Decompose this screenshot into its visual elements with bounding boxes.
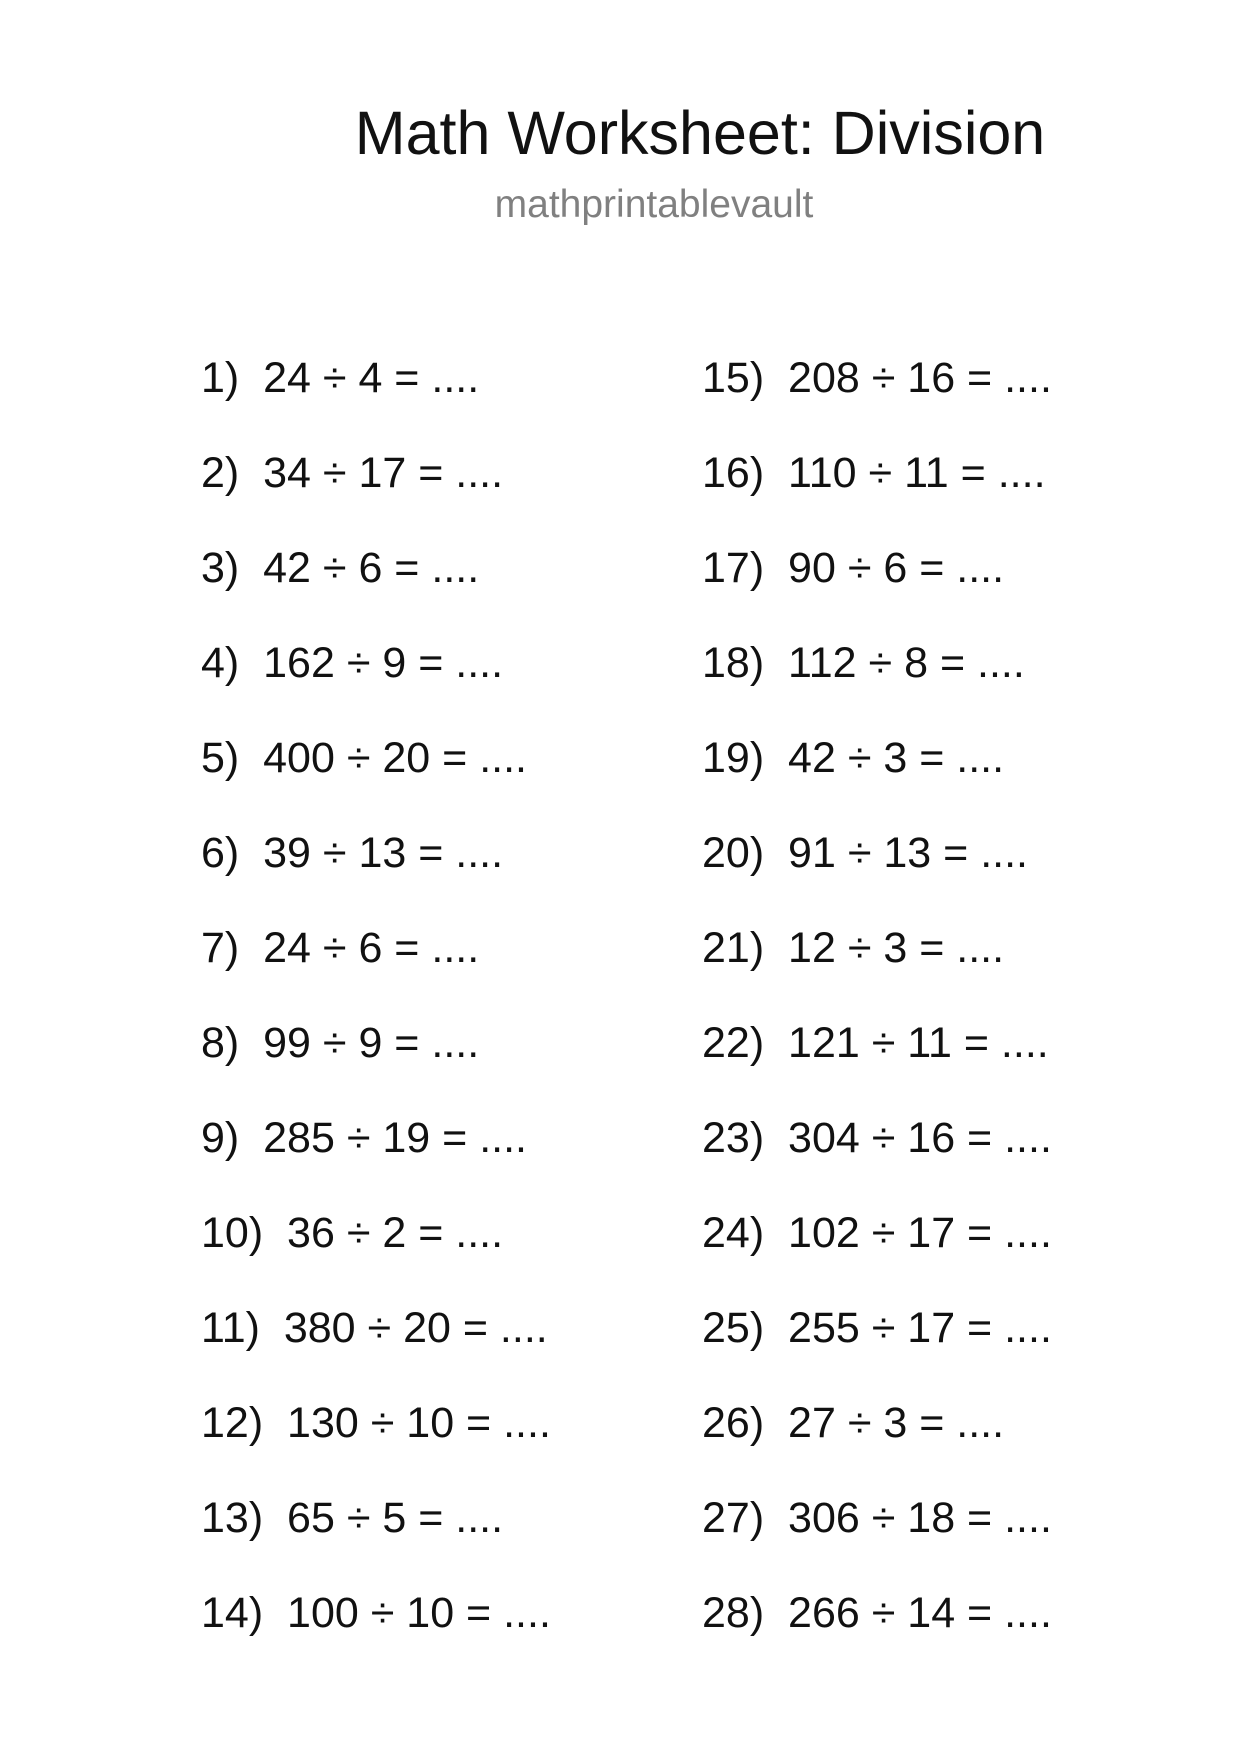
problem-item: 26) 27 ÷ 3 = .... (702, 1399, 1005, 1447)
problem-item: 16) 110 ÷ 11 = .... (702, 449, 1046, 497)
problem-item: 7) 24 ÷ 6 = .... (201, 924, 480, 972)
problem-item: 25) 255 ÷ 17 = .... (702, 1304, 1052, 1352)
problem-item: 10) 36 ÷ 2 = .... (201, 1209, 504, 1257)
problem-column-left (201, 348, 551, 1678)
problem-item: 8) 99 ÷ 9 = .... (201, 1019, 480, 1067)
worksheet-source-text: mathprintablevault (494, 183, 814, 226)
problem-item: 14) 100 ÷ 10 = .... (201, 1589, 551, 1637)
problem-item: 21) 12 ÷ 3 = .... (702, 924, 1005, 972)
problem-item: 5) 400 ÷ 20 = .... (201, 734, 527, 782)
problem-item: 12) 130 ÷ 10 = .... (201, 1399, 551, 1447)
problem-item: 18) 112 ÷ 8 = .... (702, 639, 1025, 687)
problem-item: 3) 42 ÷ 6 = .... (201, 544, 480, 592)
problem-item: 15) 208 ÷ 16 = .... (702, 354, 1052, 402)
problem-item: 11) 380 ÷ 20 = .... (201, 1304, 548, 1352)
problem-item: 27) 306 ÷ 18 = .... (702, 1494, 1052, 1542)
worksheet-title-text: Math Worksheet: Division (354, 99, 1046, 167)
worksheet-source (0, 182, 1240, 228)
problem-item: 17) 90 ÷ 6 = .... (702, 544, 1005, 592)
problem-item: 20) 91 ÷ 13 = .... (702, 829, 1028, 877)
problem-column-right (702, 348, 1052, 1678)
problem-item: 24) 102 ÷ 17 = .... (702, 1209, 1052, 1257)
problem-item: 6) 39 ÷ 13 = .... (201, 829, 504, 877)
problem-item: 22) 121 ÷ 11 = .... (702, 1019, 1049, 1067)
problem-item: 19) 42 ÷ 3 = .... (702, 734, 1005, 782)
problem-item: 4) 162 ÷ 9 = .... (201, 639, 504, 687)
problem-item: 13) 65 ÷ 5 = .... (201, 1494, 504, 1542)
problem-item: 28) 266 ÷ 14 = .... (702, 1589, 1052, 1637)
problem-item: 9) 285 ÷ 19 = .... (201, 1114, 527, 1162)
problem-item: 2) 34 ÷ 17 = .... (201, 449, 504, 497)
problem-item: 1) 24 ÷ 4 = .... (201, 354, 480, 402)
worksheet-title (0, 97, 1240, 169)
problem-item: 23) 304 ÷ 16 = .... (702, 1114, 1052, 1162)
